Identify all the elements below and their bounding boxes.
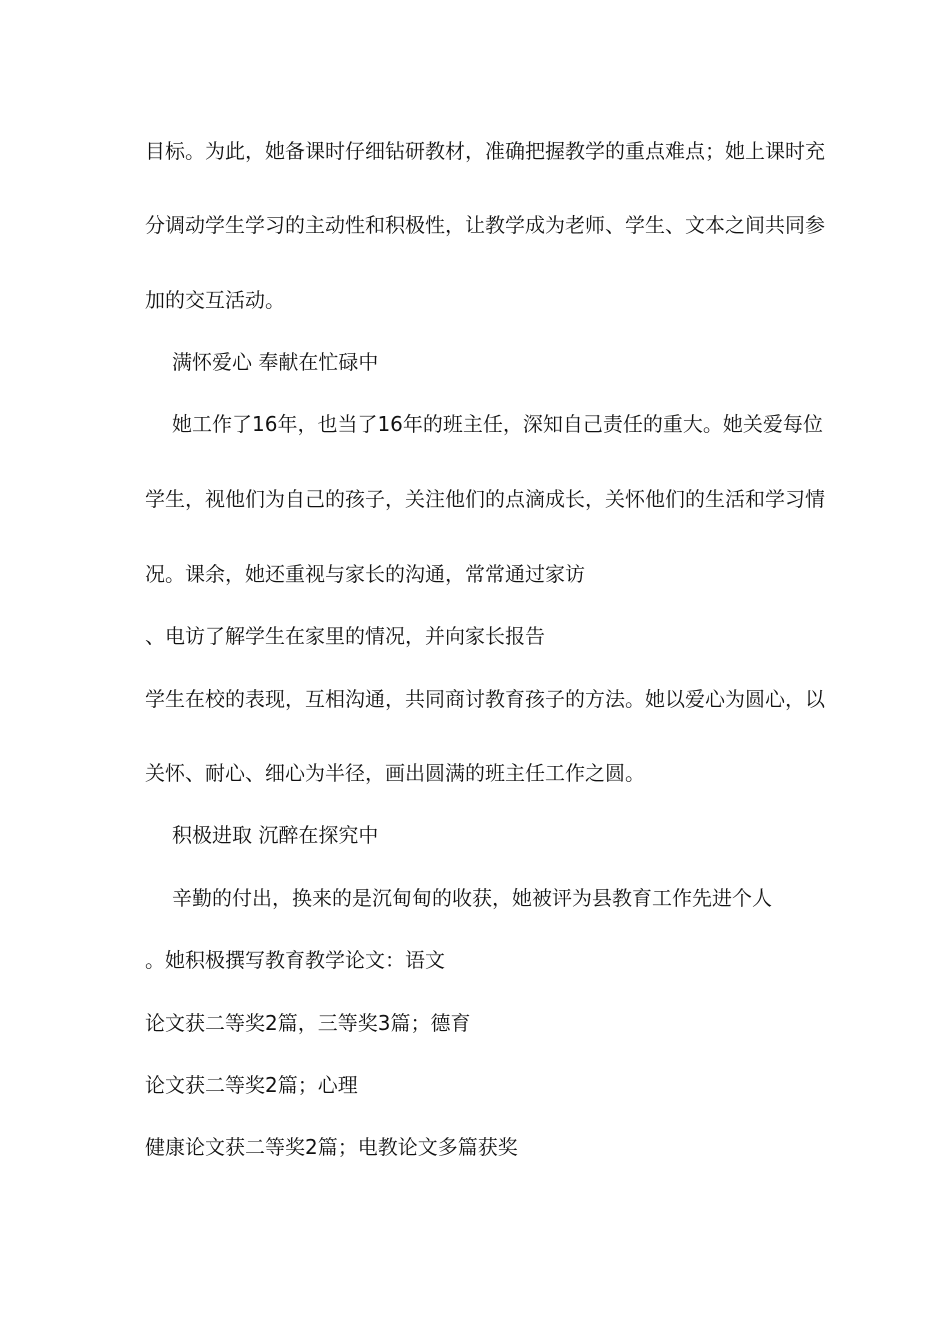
paragraph-line: 目标。为此，她备课时仔细钻研教材，准确把握教学的重点难点；她上课时充 [145,139,825,163]
section-heading: 积极进取 沉醉在探究中 [172,823,379,847]
paragraph-line: 健康论文获二等奖2篇；电教论文多篇获奖 [145,1135,518,1159]
paragraph-line: 辛勤的付出，换来的是沉甸甸的收获，她被评为县教育工作先进个人 [172,886,772,910]
paragraph-line: 。她积极撰写教育教学论文：语文 [145,948,445,972]
section-heading: 满怀爱心 奉献在忙碌中 [172,350,379,374]
paragraph-line: 分调动学生学习的主动性和积极性，让教学成为老师、学生、文本之间共同参 [145,213,825,237]
paragraph-line: 加的交互活动。 [145,288,285,312]
paragraph-line: 况。课余，她还重视与家长的沟通，常常通过家访 [145,562,585,586]
paragraph-line: 学生在校的表现，互相沟通，共同商讨教育孩子的方法。她以爱心为圆心，以 [145,687,825,711]
paragraph-line: 她工作了16年，也当了16年的班主任，深知自己责任的重大。她关爱每位 [172,412,823,436]
paragraph-line: 论文获二等奖2篇；心理 [145,1073,358,1097]
paragraph-line: 论文获二等奖2篇，三等奖3篇；德育 [145,1011,471,1035]
paragraph-line: 学生，视他们为自己的孩子，关注他们的点滴成长，关怀他们的生活和学习情 [145,487,825,511]
paragraph-line: 关怀、耐心、细心为半径，画出圆满的班主任工作之圆。 [145,761,645,785]
paragraph-line: 、电访了解学生在家里的情况，并向家长报告 [145,624,545,648]
